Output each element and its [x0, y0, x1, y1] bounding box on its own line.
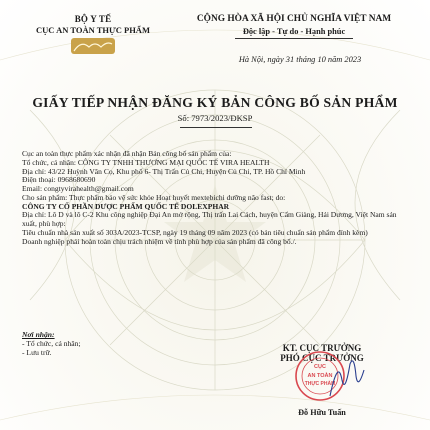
vfa-logo [71, 38, 115, 54]
signer-name: Đỗ Hữu Tuấn [298, 408, 346, 417]
signer-position-line1: KT. CỤC TRƯỞNG [282, 343, 362, 353]
national-heading [170, 14, 418, 39]
commitment-line: Doanh nghiệp phải hoàn toàn chịu trách nhiệm về tính phù hợp của sản phẩm đã công bố./. [22, 236, 297, 246]
ministry-name: BỘ Y TẾ [74, 14, 112, 24]
applicant-email: Email: congtyvirahealth@gmail.com [22, 184, 134, 193]
recipients-heading: Nơi nhận: [22, 330, 55, 339]
title-underline [180, 127, 252, 128]
producer-address: Địa chỉ: Lô D và lô C-2 Khu công nghiệp Đại An mở rộng, Thị trấn Lai Cách, huyện Cẩm Giàng, Hải Dương, Việt Nam sản xuất, phù hợp: [22, 210, 397, 228]
issuer-block [18, 14, 168, 54]
seal-text-mid: AN TOÀN [307, 373, 333, 379]
applicant-label: Tổ chức, cá nhân: [22, 157, 78, 167]
issue-date: Hà Nội, ngày 31 tháng 10 năm 2023 [238, 55, 362, 64]
motto-underline [235, 38, 353, 39]
department-name: CỤC AN TOÀN THỰC PHẨM [36, 25, 150, 35]
product-line: Cho sản phẩm: Thực phẩm bảo vệ sức khỏe Hoạt huyết mextebichi dưỡng não fast; do: [22, 192, 286, 202]
applicant-address: Địa chỉ: 43/22 Huỳnh Văn Cọ, Khu phố 6- Thị Trấn Củ Chi, Huyện Củ Chi, TP. Hồ Chí Minh [22, 166, 306, 176]
recipient-item: - Lưu trữ. [22, 348, 52, 357]
seal-text-top: CỤC [314, 364, 326, 370]
recipient-item: - Tổ chức, cá nhân; [22, 339, 81, 348]
seal-text-bottom: THỰC PHẨM [304, 381, 336, 387]
signer-position-line2: PHÓ CỤC TRƯỞNG [280, 353, 364, 363]
intro-line: Cục an toàn thực phẩm xác nhận đã nhận Bản công bố sản phẩm của: [22, 149, 232, 158]
recipients-block [22, 330, 182, 357]
country-name: CỘNG HÒA XÃ HỘI CHỦ NGHĨA VIỆT NAM [196, 14, 392, 24]
document-number: Số: 7973/2023/ĐKSP [177, 113, 253, 123]
standard-line: Tiêu chuẩn nhà sản xuất số 303A/2023-TCSP, ngày 19 tháng 09 năm 2023 (có bản tiêu chuẩn sản phẩm đính kèm) [22, 227, 368, 237]
applicant-phone: Điện thoại: 0968680690 [22, 175, 96, 185]
national-motto: Độc lập - Tự do - Hạnh phúc [242, 27, 346, 36]
official-seal-icon [290, 350, 370, 402]
applicant-name: CÔNG TY TNHH THƯƠNG MẠI QUỐC TẾ VIRA HEALTH [77, 157, 270, 167]
document-title: GIẤY TIẾP NHẬN ĐĂNG KÝ BẢN CÔNG BỐ SẢN PHẨM [32, 95, 398, 110]
certificate-body [22, 150, 410, 246]
producer-name: CÔNG TY CỔ PHẦN DƯỢC PHẨM QUỐC TẾ DOLEXPHAR [22, 201, 230, 211]
